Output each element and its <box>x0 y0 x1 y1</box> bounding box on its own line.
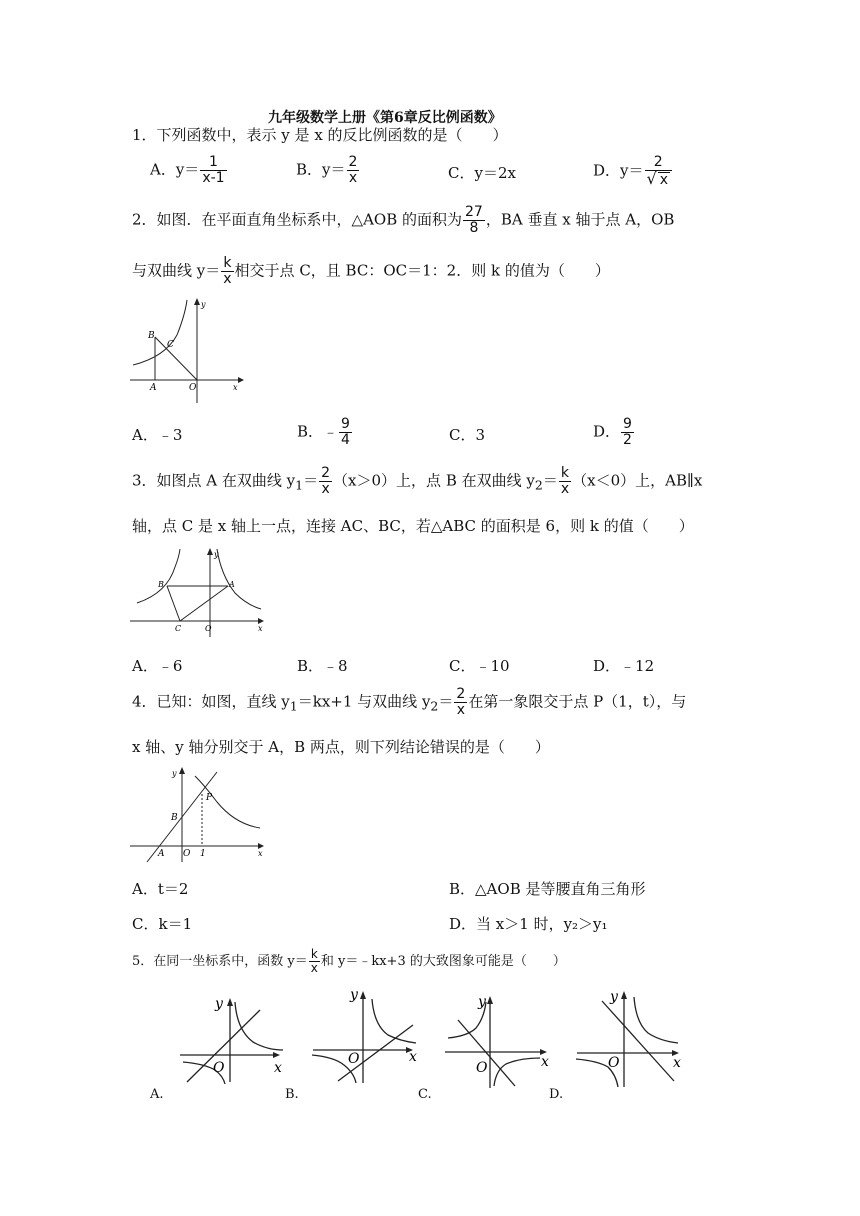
subscript: 2 <box>430 698 439 714</box>
q2-option-b <box>297 417 353 448</box>
q5-graph-a <box>175 990 290 1085</box>
q2-option-d-label: D． <box>593 422 621 441</box>
segment-ob <box>155 337 197 380</box>
fraction-numerator: k <box>221 256 233 272</box>
fraction-numerator: k <box>309 948 320 962</box>
origin-label: O <box>348 1051 360 1067</box>
y-axis-label: y <box>350 987 358 1003</box>
q4-line1-part-a: 4．已知：如图，直线 y <box>132 692 290 711</box>
origin-label: O <box>213 1060 225 1076</box>
q2-line2-part-a: 与双曲线 y＝ <box>132 261 221 280</box>
page-title: 九年级数学上册《第6章反比例函数》 <box>268 110 502 126</box>
equals-sign: ＝ <box>438 692 454 711</box>
point-c-label: C <box>175 624 182 633</box>
q4-option-b: B．△AOB 是等腰直角三角形 <box>449 880 646 898</box>
q2-line1-part-a: 2．如图．在平面直角坐标系中，△AOB 的面积为 <box>132 210 463 229</box>
q3-condition-2: （x＜0）上，AB∥x <box>572 471 703 490</box>
q1-option-c: C．y＝2x <box>448 164 516 182</box>
question-2-line-2 <box>132 256 610 287</box>
equals-sign: ＝ <box>303 471 319 490</box>
point-a-label: A <box>150 383 157 393</box>
q1-option-a-fraction <box>200 155 226 186</box>
q5-graph-d <box>572 985 687 1090</box>
y-axis-arrow-icon <box>179 767 185 774</box>
fraction-numerator: 9 <box>341 416 350 432</box>
hyperbola-curve <box>133 300 187 365</box>
question-3-line-2: 轴，点 C 是 x 轴上一点，连接 AC、BC，若△ABC 的面积是 6，则 k 的值（ ） <box>132 517 694 535</box>
line-graph <box>458 1020 515 1086</box>
q2-line2-part-b: 相交于点 C，且 BC：OC＝1：2．则 k 的值为（ ） <box>234 261 610 280</box>
fraction-denominator: 4 <box>341 432 350 448</box>
q2-option-b-label: B．﹣ <box>297 422 339 441</box>
fraction-numerator: 2 <box>645 155 673 171</box>
q3-figure <box>125 545 270 640</box>
q2-line1-part-b: ，BA 垂直 x 轴于点 A，OB <box>485 210 675 229</box>
q1-option-a-label: A．y＝ <box>150 160 200 179</box>
x-axis-arrow-icon <box>238 377 244 383</box>
point-a-label: A <box>229 580 235 589</box>
fraction-denominator: x <box>310 961 318 975</box>
fraction-numerator: 1 <box>200 155 226 171</box>
q5-label-c: C. <box>418 1087 432 1102</box>
q2-option-d-fraction <box>621 417 634 448</box>
q1-option-b <box>296 155 360 186</box>
q3-fraction-1 <box>319 466 332 497</box>
q5-graph-b <box>308 985 423 1085</box>
fraction-numerator: 2 <box>456 686 466 702</box>
y-axis-label: y <box>215 996 223 1012</box>
hyperbola-branch-1 <box>235 1002 283 1050</box>
question-3-line-1 <box>132 466 702 497</box>
hyperbola-y1-curve <box>217 549 261 609</box>
origin-label: O <box>183 849 191 859</box>
y-axis-arrow-icon <box>621 991 627 999</box>
x-axis-label: x <box>233 383 238 392</box>
q1-option-d-fraction <box>645 155 673 188</box>
fraction-denominator: x <box>321 481 330 497</box>
question-5-stem <box>132 948 566 975</box>
subscript: 1 <box>295 477 304 493</box>
fraction-numerator: 9 <box>623 416 632 432</box>
q4-option-d: D．当 x＞1 时，y₂＞y₁ <box>449 915 608 933</box>
q1-option-d <box>593 155 673 188</box>
q3-option-b: B．﹣8 <box>297 657 348 675</box>
subscript: 2 <box>534 477 543 493</box>
q2-option-c: C．3 <box>449 426 486 444</box>
point-b-label: B <box>148 331 155 341</box>
y-axis-arrow-icon <box>207 548 213 555</box>
q1-option-d-label: D．y＝ <box>593 161 644 180</box>
point-p-label: P <box>206 793 213 803</box>
q3-line1-part-a: 3．如图点 A 在双曲线 y <box>132 471 296 490</box>
hyperbola-branch-1 <box>634 997 678 1043</box>
y-axis-label: y <box>172 769 177 778</box>
q5-part-b: 和 y＝﹣kx+3 的大致图象可能是（ ） <box>320 954 566 969</box>
origin-label: O <box>476 1060 488 1076</box>
q1-option-a <box>150 155 228 186</box>
point-a-label: A <box>158 849 165 859</box>
hyperbola-branch-1 <box>372 999 416 1043</box>
q3-fraction-2 <box>559 466 571 497</box>
y-axis-label: y <box>214 550 219 559</box>
segment-bc <box>167 586 180 621</box>
question-4-line-1 <box>132 687 686 718</box>
q3-option-d: D．﹣12 <box>593 657 655 675</box>
x-axis-label: x <box>541 1054 549 1070</box>
fraction-denominator: x <box>348 170 358 186</box>
q4-option-c: C．k＝1 <box>132 915 193 933</box>
q4-option-a: A．t＝2 <box>132 880 189 898</box>
hyperbola-branch-2 <box>494 1058 540 1086</box>
q5-label-d: D. <box>549 1087 564 1102</box>
hyperbola-y2-curve <box>195 776 260 828</box>
y-axis-arrow-icon <box>227 998 233 1006</box>
x-axis-label: x <box>258 849 263 858</box>
hyperbola-y2-curve <box>137 549 180 603</box>
question-4-line-2: x 轴、y 轴分别交于 A，B 两点，则下列结论错误的是（ ） <box>132 738 550 756</box>
q3-option-c: C．﹣10 <box>449 657 510 675</box>
point-b-label: B <box>158 580 164 589</box>
fraction-denominator: x <box>223 271 232 287</box>
fraction-numerator: k <box>559 466 571 482</box>
q3-condition-1: （x＞0）上，点 B 在双曲线 y <box>333 471 535 490</box>
y-axis-arrow-icon <box>194 298 200 305</box>
q2-option-b-fraction <box>339 417 352 448</box>
q5-graph-c <box>440 990 555 1090</box>
y-axis-arrow-icon <box>360 991 366 999</box>
x-axis-label: x <box>409 1049 417 1065</box>
y-axis-label: y <box>478 994 486 1010</box>
x-axis-arrow-icon <box>273 1052 280 1058</box>
q1-option-b-fraction <box>347 155 360 186</box>
q2-option-a: A．﹣3 <box>132 426 183 444</box>
q3-option-a: A．﹣6 <box>132 657 183 675</box>
q5-fraction <box>309 948 320 975</box>
segment-ac <box>180 586 228 621</box>
origin-label: O <box>608 1055 620 1071</box>
fraction-denominator: x <box>560 481 570 497</box>
y-axis-label: y <box>610 989 618 1005</box>
sqrt-icon: √ <box>646 169 657 188</box>
q1-option-b-label: B．y＝ <box>296 160 346 179</box>
x-axis-label: x <box>673 1055 681 1071</box>
subscript: 1 <box>289 698 298 714</box>
origin-label: O <box>205 624 212 633</box>
fraction-numerator: 27 <box>465 204 483 220</box>
question-2-line-1 <box>132 205 674 236</box>
y-axis-label: y <box>201 300 206 309</box>
fraction-denominator: 8 <box>469 220 479 236</box>
fraction-denominator: x-1 <box>202 170 225 186</box>
fraction-numerator: 2 <box>348 154 358 170</box>
fraction-denominator <box>645 171 673 188</box>
fraction-numerator: 2 <box>321 465 331 481</box>
y-axis-arrow-icon <box>487 996 493 1004</box>
question-1-stem: 1．下列函数中，表示 y 是 x 的反比例函数的是（ ） <box>132 126 508 144</box>
q4-line1-middle: ＝kx+1 与双曲线 y <box>297 692 431 711</box>
point-c-label: C <box>167 340 174 350</box>
point-b-label: B <box>171 813 178 823</box>
q2-hyperbola-fraction <box>221 256 233 287</box>
q5-part-a: 5．在同一坐标系中，函数 y＝ <box>132 954 308 969</box>
q2-option-d <box>593 417 635 448</box>
tick-one-label: 1 <box>200 849 206 859</box>
q5-label-a: A. <box>150 1087 164 1102</box>
q2-figure <box>125 295 250 410</box>
x-axis-label: x <box>258 624 263 633</box>
q2-area-fraction <box>463 205 485 236</box>
origin-label: O <box>189 383 197 393</box>
q4-figure <box>125 762 270 867</box>
sqrt-radicand: x <box>659 172 669 188</box>
q5-label-b: B. <box>285 1087 299 1102</box>
fraction-denominator: x <box>456 702 465 718</box>
fraction-denominator: 2 <box>623 432 632 448</box>
q4-line1-part-b: 在第一象限交于点 P（1，t），与 <box>468 692 687 711</box>
x-axis-label: x <box>274 1060 282 1076</box>
equals-sign: ＝ <box>542 471 558 490</box>
q4-fraction <box>454 687 467 718</box>
